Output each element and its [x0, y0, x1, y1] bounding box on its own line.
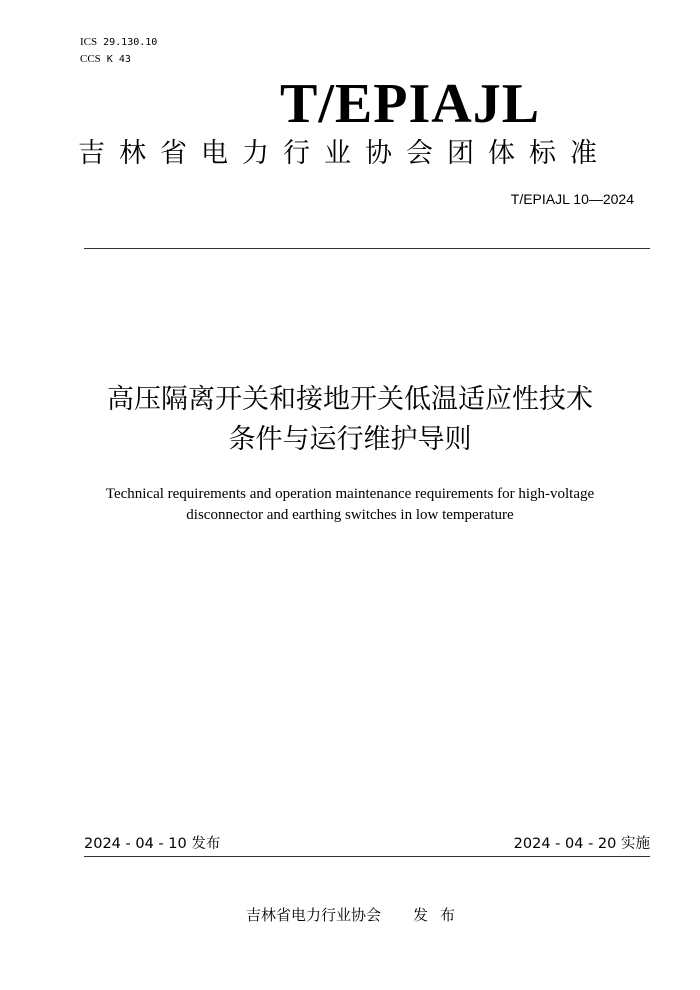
ics-label: ICS: [80, 36, 98, 48]
implement-date: 2024 - 04 - 20 实施: [513, 836, 650, 852]
top-divider: [84, 248, 650, 249]
chinese-title: [50, 380, 650, 460]
english-title-line-1: Technical requirements and operation maintenance requirements for high-voltage: [105, 486, 595, 502]
english-title-line-2: disconnector and earthing switches in low temperature: [186, 507, 514, 523]
issuer-line: [246, 904, 467, 926]
issue-word: 发布: [413, 906, 468, 924]
ics-code: 29.130.10: [103, 37, 158, 48]
ics-classification: [80, 35, 157, 50]
document-number: T/EPIAJL 10—2024: [510, 191, 634, 207]
ccs-code: K 43: [106, 54, 131, 65]
english-title: [50, 484, 650, 526]
organization-standard-title: 吉林省电力行业协会团体标准: [78, 138, 611, 169]
standard-code: T/EPIAJL: [280, 73, 541, 135]
chinese-title-line-2: 条件与运行维护导则: [228, 424, 472, 455]
chinese-title-line-1: 高压隔离开关和接地开关低温适应性技术: [107, 384, 593, 415]
publish-date: 2024 - 04 - 10 发布: [84, 836, 221, 852]
ccs-classification: [80, 52, 131, 67]
ccs-label: CCS: [80, 53, 101, 65]
bottom-divider: [84, 856, 650, 857]
issuer-name: 吉林省电力行业协会: [246, 906, 382, 924]
